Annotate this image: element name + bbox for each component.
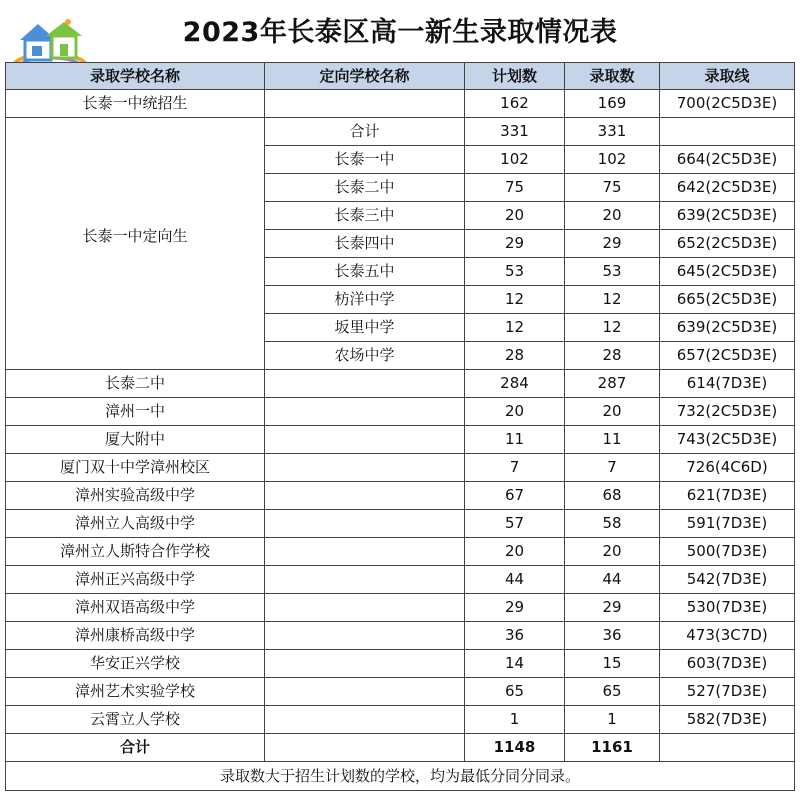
plan-cell: 29 bbox=[465, 594, 565, 622]
school-cell: 漳州一中 bbox=[6, 398, 265, 426]
school-cell: 漳州立人斯特合作学校 bbox=[6, 538, 265, 566]
directed-cell bbox=[265, 650, 465, 678]
table-row bbox=[6, 398, 795, 426]
admitted-cell: 12 bbox=[565, 314, 660, 342]
table-row bbox=[6, 622, 795, 650]
school-cell: 漳州实验高级中学 bbox=[6, 482, 265, 510]
admitted-cell: 20 bbox=[565, 398, 660, 426]
plan-cell: 284 bbox=[465, 370, 565, 398]
school-cell: 漳州艺术实验学校 bbox=[6, 678, 265, 706]
admitted-cell: 75 bbox=[565, 174, 660, 202]
table-header-row bbox=[6, 63, 795, 90]
cutoff-cell: 642(2C5D3E) bbox=[660, 174, 795, 202]
admitted-cell: 28 bbox=[565, 342, 660, 370]
cutoff-cell: 743(2C5D3E) bbox=[660, 426, 795, 454]
header-plan: 计划数 bbox=[465, 63, 565, 90]
plan-cell: 36 bbox=[465, 622, 565, 650]
table-row bbox=[6, 370, 795, 398]
school-cell: 长泰一中统招生 bbox=[6, 90, 265, 118]
footnote: 录取数大于招生计划数的学校，均为最低分同分同录。 bbox=[6, 762, 795, 791]
cutoff-cell: 652(2C5D3E) bbox=[660, 230, 795, 258]
directed-cell: 长泰五中 bbox=[265, 258, 465, 286]
plan-cell: 53 bbox=[465, 258, 565, 286]
admitted-cell: 58 bbox=[565, 510, 660, 538]
table-body bbox=[6, 90, 795, 791]
table-row bbox=[6, 566, 795, 594]
cutoff-cell: 700(2C5D3E) bbox=[660, 90, 795, 118]
directed-cell: 坂里中学 bbox=[265, 314, 465, 342]
plan-cell: 67 bbox=[465, 482, 565, 510]
cutoff-cell: 657(2C5D3E) bbox=[660, 342, 795, 370]
plan-cell: 331 bbox=[465, 118, 565, 146]
table-row bbox=[6, 482, 795, 510]
directed-cell bbox=[265, 622, 465, 650]
plan-cell: 12 bbox=[465, 286, 565, 314]
directed-cell bbox=[265, 454, 465, 482]
admitted-cell: 1 bbox=[565, 706, 660, 734]
plan-cell: 1 bbox=[465, 706, 565, 734]
admitted-cell: 68 bbox=[565, 482, 660, 510]
admitted-cell: 20 bbox=[565, 538, 660, 566]
group-school-cell: 长泰一中定向生 bbox=[6, 118, 265, 370]
table-row bbox=[6, 454, 795, 482]
admitted-cell: 36 bbox=[565, 622, 660, 650]
header-cutoff: 录取线 bbox=[660, 63, 795, 90]
directed-cell: 长泰三中 bbox=[265, 202, 465, 230]
directed-cell bbox=[265, 510, 465, 538]
cutoff-cell: 614(7D3E) bbox=[660, 370, 795, 398]
cutoff-cell: 639(2C5D3E) bbox=[660, 314, 795, 342]
school-cell: 长泰二中 bbox=[6, 370, 265, 398]
cutoff-cell: 726(4C6D) bbox=[660, 454, 795, 482]
plan-cell: 14 bbox=[465, 650, 565, 678]
cutoff-cell: 527(7D3E) bbox=[660, 678, 795, 706]
plan-cell: 12 bbox=[465, 314, 565, 342]
directed-cell bbox=[265, 706, 465, 734]
admitted-cell: 287 bbox=[565, 370, 660, 398]
directed-cell bbox=[265, 426, 465, 454]
cutoff-cell: 732(2C5D3E) bbox=[660, 398, 795, 426]
admitted-cell: 65 bbox=[565, 678, 660, 706]
plan-cell: 20 bbox=[465, 398, 565, 426]
admitted-cell: 7 bbox=[565, 454, 660, 482]
cutoff-cell: 665(2C5D3E) bbox=[660, 286, 795, 314]
directed-cell: 枋洋中学 bbox=[265, 286, 465, 314]
directed-cell: 农场中学 bbox=[265, 342, 465, 370]
table-row bbox=[6, 510, 795, 538]
admitted-cell: 102 bbox=[565, 146, 660, 174]
admitted-cell: 53 bbox=[565, 258, 660, 286]
directed-cell bbox=[265, 594, 465, 622]
header-school: 录取学校名称 bbox=[6, 63, 265, 90]
note-row bbox=[6, 762, 795, 791]
admitted-cell: 29 bbox=[565, 594, 660, 622]
school-cell: 华安正兴学校 bbox=[6, 650, 265, 678]
table-row bbox=[6, 650, 795, 678]
cutoff-cell: 591(7D3E) bbox=[660, 510, 795, 538]
cutoff-cell: 500(7D3E) bbox=[660, 538, 795, 566]
school-cell: 漳州正兴高级中学 bbox=[6, 566, 265, 594]
admitted-cell: 331 bbox=[565, 118, 660, 146]
plan-cell: 65 bbox=[465, 678, 565, 706]
total-row bbox=[6, 734, 795, 762]
table-row bbox=[6, 678, 795, 706]
header-directed-school: 定向学校名称 bbox=[265, 63, 465, 90]
admitted-cell: 169 bbox=[565, 90, 660, 118]
total-plan-cell: 1148 bbox=[465, 734, 565, 762]
admitted-cell: 29 bbox=[565, 230, 660, 258]
directed-cell bbox=[265, 538, 465, 566]
plan-cell: 11 bbox=[465, 426, 565, 454]
plan-cell: 7 bbox=[465, 454, 565, 482]
school-cell: 漳州康桥高级中学 bbox=[6, 622, 265, 650]
cutoff-cell: 530(7D3E) bbox=[660, 594, 795, 622]
cutoff-cell: 645(2C5D3E) bbox=[660, 258, 795, 286]
table-row bbox=[6, 426, 795, 454]
cutoff-cell: 582(7D3E) bbox=[660, 706, 795, 734]
directed-cell bbox=[265, 734, 465, 762]
plan-cell: 44 bbox=[465, 566, 565, 594]
directed-cell bbox=[265, 370, 465, 398]
table-row bbox=[6, 118, 795, 146]
plan-cell: 28 bbox=[465, 342, 565, 370]
school-cell: 漳州立人高级中学 bbox=[6, 510, 265, 538]
directed-cell bbox=[265, 566, 465, 594]
plan-cell: 20 bbox=[465, 202, 565, 230]
plan-cell: 20 bbox=[465, 538, 565, 566]
directed-cell: 长泰一中 bbox=[265, 146, 465, 174]
cutoff-cell bbox=[660, 734, 795, 762]
cutoff-cell: 664(2C5D3E) bbox=[660, 146, 795, 174]
cutoff-cell: 639(2C5D3E) bbox=[660, 202, 795, 230]
directed-cell: 长泰二中 bbox=[265, 174, 465, 202]
cutoff-cell: 621(7D3E) bbox=[660, 482, 795, 510]
plan-cell: 162 bbox=[465, 90, 565, 118]
school-cell: 厦门双十中学漳州校区 bbox=[6, 454, 265, 482]
table-row bbox=[6, 90, 795, 118]
admitted-cell: 11 bbox=[565, 426, 660, 454]
admitted-cell: 12 bbox=[565, 286, 660, 314]
plan-cell: 57 bbox=[465, 510, 565, 538]
admitted-cell: 20 bbox=[565, 202, 660, 230]
header-admitted: 录取数 bbox=[565, 63, 660, 90]
admission-table bbox=[5, 62, 795, 791]
school-cell: 云霄立人学校 bbox=[6, 706, 265, 734]
admitted-cell: 15 bbox=[565, 650, 660, 678]
directed-cell bbox=[265, 398, 465, 426]
table-row bbox=[6, 706, 795, 734]
cutoff-cell: 473(3C7D) bbox=[660, 622, 795, 650]
school-cell: 厦大附中 bbox=[6, 426, 265, 454]
cutoff-cell: 542(7D3E) bbox=[660, 566, 795, 594]
cutoff-cell: 603(7D3E) bbox=[660, 650, 795, 678]
school-cell: 漳州双语高级中学 bbox=[6, 594, 265, 622]
table-row bbox=[6, 594, 795, 622]
cutoff-cell bbox=[660, 118, 795, 146]
plan-cell: 102 bbox=[465, 146, 565, 174]
directed-cell: 长泰四中 bbox=[265, 230, 465, 258]
plan-cell: 75 bbox=[465, 174, 565, 202]
total-admitted-cell: 1161 bbox=[565, 734, 660, 762]
total-label-cell: 合计 bbox=[6, 734, 265, 762]
directed-cell bbox=[265, 482, 465, 510]
directed-cell bbox=[265, 90, 465, 118]
page-title: 2023年长泰区高一新生录取情况表 bbox=[182, 17, 618, 48]
plan-cell: 29 bbox=[465, 230, 565, 258]
directed-cell bbox=[265, 678, 465, 706]
table-row bbox=[6, 538, 795, 566]
directed-cell: 合计 bbox=[265, 118, 465, 146]
admitted-cell: 44 bbox=[565, 566, 660, 594]
